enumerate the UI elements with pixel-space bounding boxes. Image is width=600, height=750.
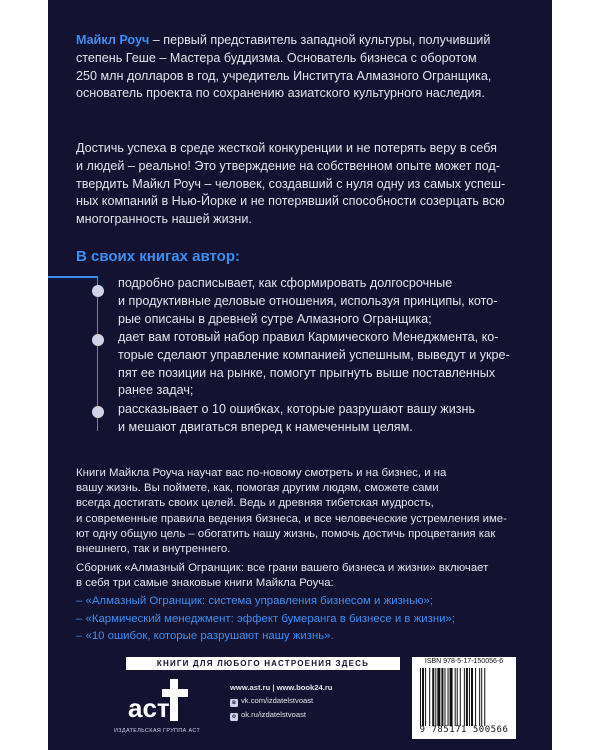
bullet-item: дает вам готовый набор правил Кармического Менеджмента, ко- торые сделают управление компанией успешным, выведут и укре- пят ее позиции на рынке, помогут прыгнуть выше поставленных ранее задач; <box>118 330 510 398</box>
vk-icon: в <box>230 699 238 707</box>
author-intro: Майкл Роуч – первый представитель западной культуры, получивший степень Геше – Мастера буддизма. Основатель бизнеса с оборотом 250 млн долларов в год, учредитель Института Алмазного Огранщика, основатель проекта по сохранению азиатского культурного наследия. <box>76 33 492 101</box>
barcode-bar <box>460 668 461 726</box>
ok-icon: о <box>230 713 238 721</box>
isbn-barcode-box <box>412 657 516 739</box>
website-link[interactable]: www.ast.ru | www.book24.ru <box>230 683 333 692</box>
ok-link[interactable]: о ok.ru/izdatelstvoast <box>230 708 332 721</box>
vk-link[interactable]: в vk.com/izdatelstvoast <box>230 694 332 707</box>
barcode-bar <box>432 668 434 726</box>
bullet-item: подробно расписывает, как сформировать долгосрочные и продуктивные деловые отношения, используя принципы, кото- рые описаны в древней сутре Алмазного Огранщика; <box>118 276 498 326</box>
barcode-bar <box>441 668 443 726</box>
barcode-bar <box>457 668 458 726</box>
book-title: – «10 ошибок, которые разрушают нашу жизнь». <box>76 630 334 643</box>
timeline-vertical-line <box>48 276 98 431</box>
barcode-bar <box>475 668 476 726</box>
tagline-banner: КНИГИ ДЛЯ ЛЮБОГО НАСТРОЕНИЯ ЗДЕСЬ <box>126 657 400 670</box>
collection-paragraph: Сборник «Алмазный Огранщик: все грани вашего бизнеса и жизни» включает в себя три самые знаковые книги Майкла Роуча: <box>76 562 489 590</box>
author-name: Майкл Роуч <box>76 33 150 47</box>
publisher-caption: ИЗДАТЕЛЬСКАЯ ГРУППА АСТ <box>114 728 201 734</box>
barcode-bar <box>464 668 465 726</box>
barcode-bar <box>479 668 480 726</box>
bullet-item: рассказывает о 10 ошибках, которые разрушают вашу жизнь и мешают двигаться вперед к намеченным целям. <box>118 402 476 434</box>
teach-paragraph: Книги Майкла Роуча научат вас по-новому смотреть и на бизнес, и на вашу жизнь. Вы поймете, как, помогая другим людям, сможете сами всегда достигать своих целей. Ведь и древняя тибетская мудрость, и современные правила ведения бизнеса, и все человеческие устремления име- ют одну общую цель – обогатить нашу жизнь, помочь достичь процветания как внешнего, так и внутреннего. <box>76 467 507 556</box>
book-list <box>76 593 455 646</box>
barcode-bar <box>466 668 468 726</box>
publisher-links <box>230 681 332 721</box>
book-title: – «Алмазный Огранщик: система управления бизнесом и жизнью»; <box>76 595 434 607</box>
barcode-bar <box>469 668 470 726</box>
bullet-dot <box>92 334 104 346</box>
barcode-bar <box>420 668 421 726</box>
barcode-bar <box>471 668 473 726</box>
barcode-bar <box>429 668 430 726</box>
barcode-bar <box>435 668 436 726</box>
back-cover <box>48 0 552 750</box>
bullet-dot <box>92 406 104 418</box>
barcode-bar <box>484 668 485 726</box>
barcode-bar <box>455 668 456 726</box>
barcode-bar <box>444 668 445 726</box>
barcode-bar <box>450 668 453 726</box>
book-title: – «Кармический менеджмент: эффект бумеранга в бизнесе и в жизни»; <box>76 612 455 625</box>
barcode-bar <box>437 668 440 726</box>
bullet-timeline <box>48 276 108 438</box>
isbn-label: ISBN 978-5-17-150056-6 <box>424 658 504 665</box>
isbn-digits: 9 785171 500566 <box>419 725 509 735</box>
barcode-icon <box>418 668 510 726</box>
barcode-bar <box>422 668 424 726</box>
barcode-bar <box>481 668 482 726</box>
success-paragraph: Достичь успеха в среде жесткой конкуренции и не потерять веру в себя и людей – реально! Это утверждение на собственном опыте может под- твердить Майкл Роуч – человек, создавший с нуля одну из самых успеш- ных компаний в Нью-Йорке и не потерявший способности созерцать всю многогранность нашей жизни. <box>76 141 506 227</box>
section-heading: В своих книгах автор: <box>76 248 240 265</box>
logo-text: аст <box>128 693 170 723</box>
ast-logo-icon <box>124 677 204 733</box>
barcode-bar <box>425 668 426 726</box>
bullet-dot <box>92 285 104 297</box>
barcode-bar <box>448 668 449 726</box>
